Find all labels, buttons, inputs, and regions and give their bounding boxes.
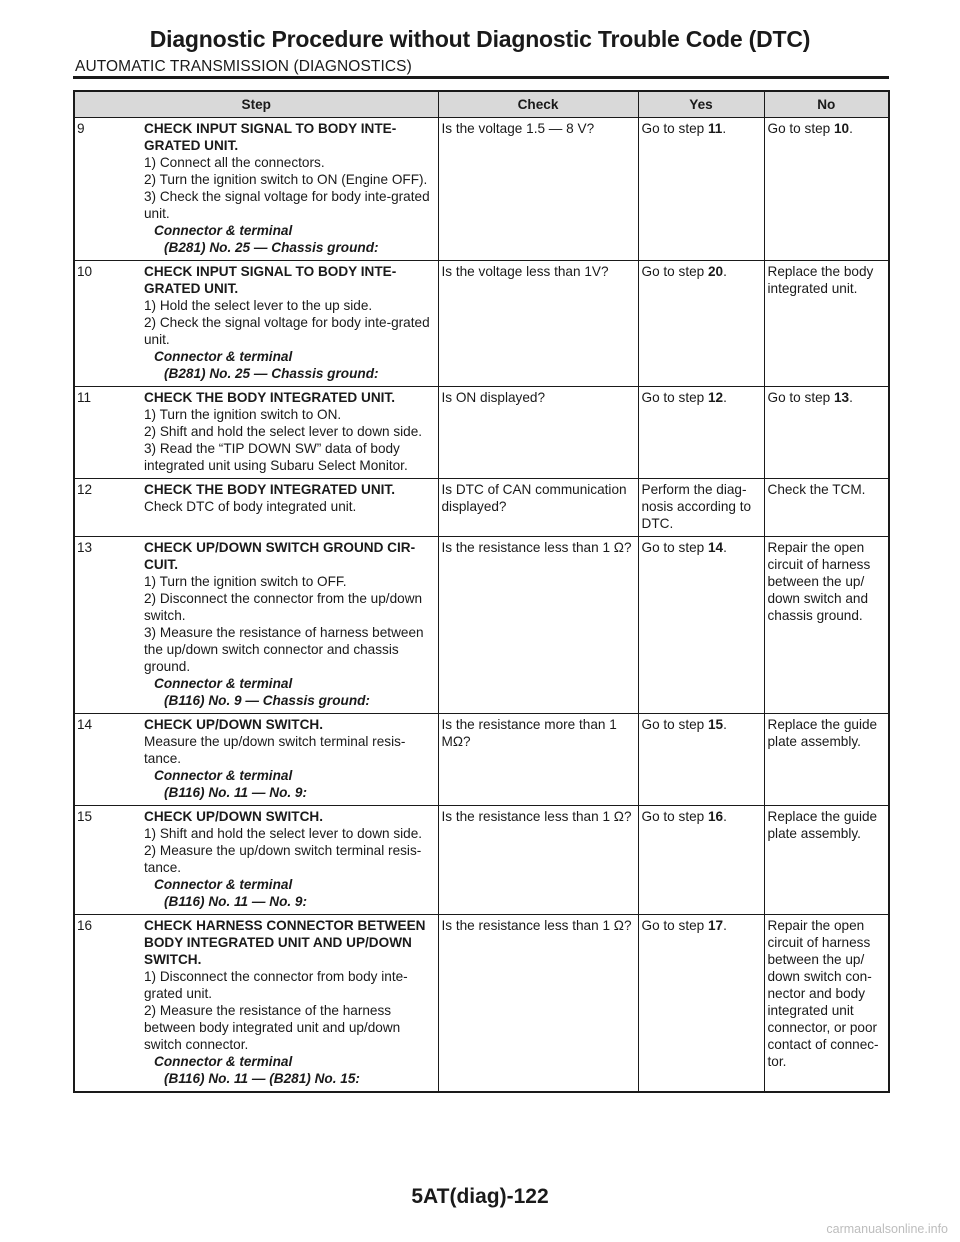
connector-terminal: (B116) No. 11 — No. 9:: [164, 785, 308, 800]
yes-suffix: .: [723, 390, 727, 405]
yes-suffix: .: [723, 540, 727, 555]
step-title: CHECK THE BODY INTEGRATED UNIT.: [144, 390, 395, 405]
yes-text: Perform the diag-nosis according to DTC.: [641, 482, 752, 531]
yes-action: [638, 387, 764, 479]
step-description: [144, 537, 438, 714]
connector-label: Connector & terminal: [154, 768, 293, 783]
yes-action: [638, 806, 764, 915]
step-instruction: 1) Hold the select lever to the up side.: [144, 298, 373, 313]
no-text: Replace the guide plate assembly.: [767, 809, 878, 841]
step-instruction: 1) Shift and hold the select lever to down side.: [144, 826, 423, 841]
yes-step-link: 20: [708, 264, 724, 279]
yes-step-link: 16: [708, 809, 724, 824]
step-description: [144, 479, 438, 537]
check-question: Is ON displayed?: [438, 387, 638, 479]
yes-action: [638, 537, 764, 714]
check-question: Is the resistance less than 1 Ω?: [438, 537, 638, 714]
table-row: [74, 537, 889, 714]
header-no: No: [764, 91, 889, 118]
no-suffix: .: [849, 390, 853, 405]
step-instruction: 3) Measure the resistance of harness between the up/down switch connector and chassis ground.: [144, 625, 424, 674]
no-text: Go to step: [767, 390, 834, 405]
step-title: CHECK INPUT SIGNAL TO BODY INTE-GRATED UNIT.: [144, 121, 397, 153]
yes-text: Go to step: [641, 809, 708, 824]
step-title: CHECK HARNESS CONNECTOR BETWEEN BODY INTEGRATED UNIT AND UP/DOWN SWITCH.: [144, 918, 426, 967]
check-question: Is the voltage less than 1V?: [438, 261, 638, 387]
step-number: 12: [74, 479, 144, 537]
header-step: Step: [74, 91, 438, 118]
connector-label: Connector & terminal: [154, 1054, 293, 1069]
step-instruction: 1) Connect all the connectors.: [144, 155, 325, 170]
step-description: [144, 387, 438, 479]
yes-text: Go to step: [641, 390, 708, 405]
header-yes: Yes: [638, 91, 764, 118]
yes-action: [638, 118, 764, 261]
no-text: Repair the open circuit of harness between the up/ down switch and chassis ground.: [767, 540, 871, 623]
yes-text: Go to step: [641, 121, 708, 136]
step-number: 10: [74, 261, 144, 387]
yes-step-link: 11: [708, 121, 723, 136]
yes-action: [638, 479, 764, 537]
connector-terminal: (B281) No. 25 — Chassis ground:: [164, 366, 379, 381]
step-title: CHECK UP/DOWN SWITCH.: [144, 717, 323, 732]
yes-suffix: .: [722, 121, 727, 136]
yes-text: Go to step: [641, 717, 708, 732]
table-row: [74, 261, 889, 387]
step-description: [144, 714, 438, 806]
step-instruction: 2) Shift and hold the select lever to down side.: [144, 424, 423, 439]
no-step-link: 10: [834, 121, 850, 136]
table-row: [74, 915, 889, 1093]
connector-label: Connector & terminal: [154, 223, 293, 238]
step-description: [144, 118, 438, 261]
step-title: CHECK UP/DOWN SWITCH.: [144, 809, 323, 824]
step-instruction: 2) Check the signal voltage for body inte-grated unit.: [144, 315, 430, 347]
yes-text: Go to step: [641, 264, 708, 279]
step-number: 13: [74, 537, 144, 714]
yes-suffix: .: [723, 809, 727, 824]
step-title: CHECK INPUT SIGNAL TO BODY INTE-GRATED UNIT.: [144, 264, 397, 296]
step-instruction: 1) Disconnect the connector from body inte-grated unit.: [144, 969, 408, 1001]
no-action: [764, 118, 889, 261]
check-question: Is the resistance more than 1 MΩ?: [438, 714, 638, 806]
header-check: Check: [438, 91, 638, 118]
check-question: Is the resistance less than 1 Ω?: [438, 915, 638, 1093]
step-description: [144, 261, 438, 387]
yes-action: [638, 915, 764, 1093]
step-instruction: Measure the up/down switch terminal resis-tance.: [144, 734, 406, 766]
connector-terminal: (B116) No. 11 — (B281) No. 15:: [164, 1071, 360, 1086]
yes-text: Go to step: [641, 540, 708, 555]
no-action: [764, 537, 889, 714]
yes-suffix: .: [723, 918, 727, 933]
section-subtitle: AUTOMATIC TRANSMISSION (DIAGNOSTICS): [75, 58, 412, 75]
check-question: Is the resistance less than 1 Ω?: [438, 806, 638, 915]
no-action: [764, 806, 889, 915]
table-header-row: [74, 91, 889, 118]
header-rule: [73, 76, 889, 79]
no-step-link: 13: [834, 390, 850, 405]
step-instruction: 2) Measure the resistance of the harness between body integrated unit and up/down switch connector.: [144, 1003, 401, 1052]
table-row: [74, 479, 889, 537]
step-instruction: 1) Turn the ignition switch to ON.: [144, 407, 342, 422]
step-instruction: 1) Turn the ignition switch to OFF.: [144, 574, 347, 589]
step-title: CHECK UP/DOWN SWITCH GROUND CIR-CUIT.: [144, 540, 416, 572]
step-title: CHECK THE BODY INTEGRATED UNIT.: [144, 482, 395, 497]
step-instruction: 2) Turn the ignition switch to ON (Engine OFF).: [144, 172, 428, 187]
connector-terminal: (B116) No. 11 — No. 9:: [164, 894, 308, 909]
no-text: Repair the open circuit of harness between the up/ down switch con-nector and body integrated unit connector, or poor contact of connec-tor.: [767, 918, 879, 1069]
table-row: [74, 118, 889, 261]
no-action: [764, 915, 889, 1093]
connector-terminal: (B116) No. 9 — Chassis ground:: [164, 693, 370, 708]
no-text: Replace the body integrated unit.: [767, 264, 874, 296]
step-description: [144, 915, 438, 1093]
step-instruction: 2) Measure the up/down switch terminal resis-tance.: [144, 843, 422, 875]
connector-terminal: (B281) No. 25 — Chassis ground:: [164, 240, 379, 255]
yes-action: [638, 261, 764, 387]
yes-step-link: 14: [708, 540, 724, 555]
no-action: [764, 479, 889, 537]
connector-label: Connector & terminal: [154, 676, 293, 691]
yes-suffix: .: [723, 717, 727, 732]
yes-step-link: 17: [708, 918, 724, 933]
check-question: Is DTC of CAN communication displayed?: [438, 479, 638, 537]
step-number: 15: [74, 806, 144, 915]
diagnostic-table: [73, 90, 890, 1093]
step-description: [144, 806, 438, 915]
step-instruction: 3) Read the “TIP DOWN SW” data of body integrated unit using Subaru Select Monitor.: [144, 441, 408, 473]
table-row: [74, 387, 889, 479]
step-number: 9: [74, 118, 144, 261]
no-text: Go to step: [767, 121, 834, 136]
step-instruction: 2) Disconnect the connector from the up/down switch.: [144, 591, 423, 623]
yes-step-link: 15: [708, 717, 724, 732]
step-number: 16: [74, 915, 144, 1093]
no-action: [764, 261, 889, 387]
no-text: Check the TCM.: [767, 482, 866, 497]
no-suffix: .: [849, 121, 853, 136]
step-number: 11: [74, 387, 144, 479]
watermark: carmanualsonline.info: [826, 1222, 948, 1236]
step-instruction: Check DTC of body integrated unit.: [144, 499, 357, 514]
page-title: Diagnostic Procedure without Diagnostic Trouble Code (DTC): [149, 26, 811, 52]
no-action: [764, 714, 889, 806]
table-row: [74, 806, 889, 915]
page-number: 5AT(diag)-122: [411, 1185, 549, 1208]
check-question: Is the voltage 1.5 — 8 V?: [438, 118, 638, 261]
connector-label: Connector & terminal: [154, 349, 293, 364]
no-text: Replace the guide plate assembly.: [767, 717, 878, 749]
yes-action: [638, 714, 764, 806]
no-action: [764, 387, 889, 479]
yes-step-link: 12: [708, 390, 724, 405]
yes-text: Go to step: [641, 918, 708, 933]
step-instruction: 3) Check the signal voltage for body inte-grated unit.: [144, 189, 430, 221]
connector-label: Connector & terminal: [154, 877, 293, 892]
table-row: [74, 714, 889, 806]
yes-suffix: .: [723, 264, 727, 279]
step-number: 14: [74, 714, 144, 806]
